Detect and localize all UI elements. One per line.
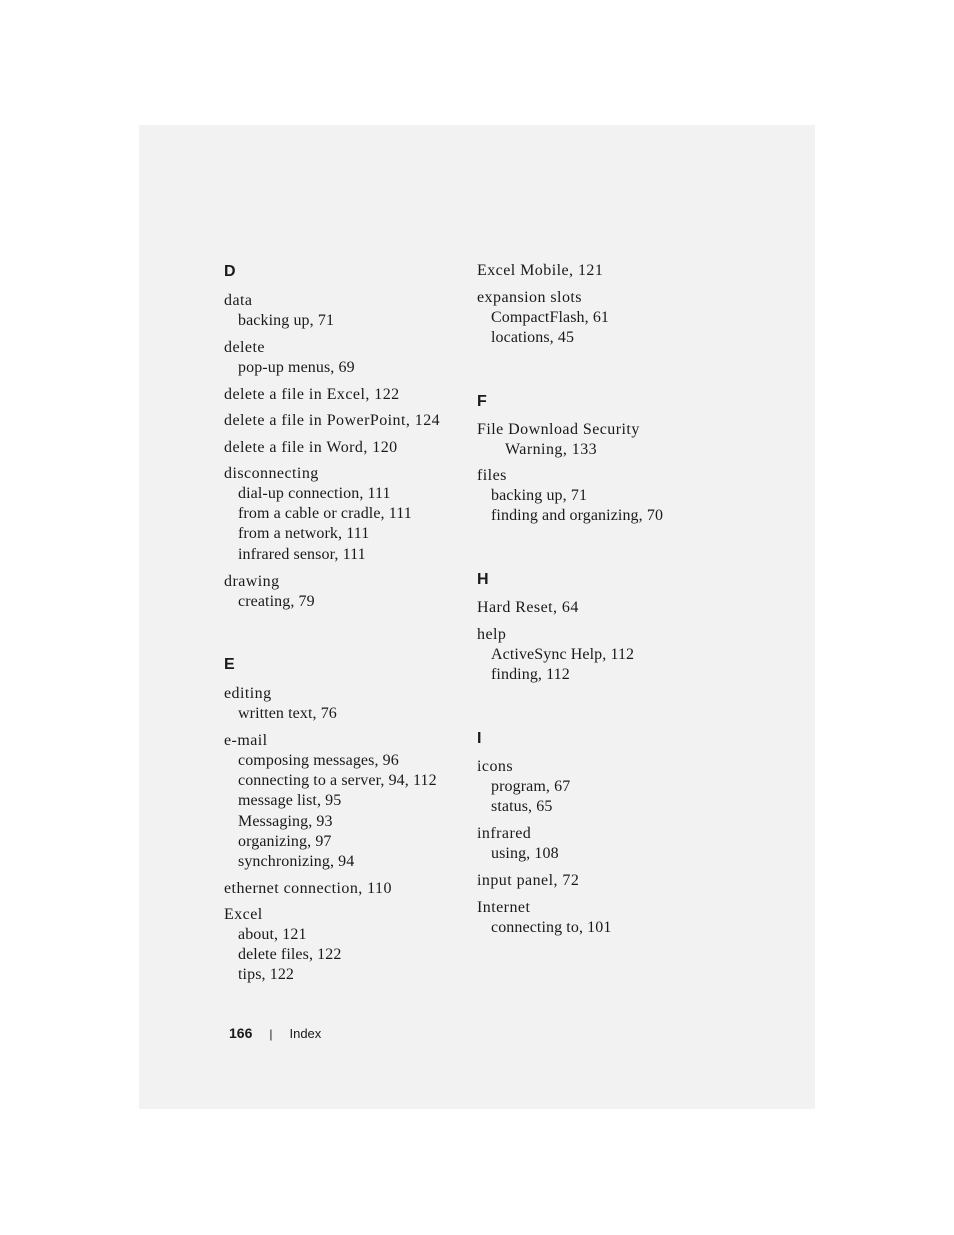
index-subentry: backing up, 71: [238, 312, 335, 329]
index-entry-icons: [477, 757, 570, 817]
index-subentry: organizing, 97: [238, 832, 332, 850]
index-subentry: connecting to, 101: [491, 919, 612, 936]
index-entry-files: [477, 466, 663, 526]
index-main-term: Internet: [477, 899, 531, 916]
index-subentry: program, 67: [491, 778, 571, 795]
index-subentry: using, 108: [491, 845, 559, 862]
index-entry-input-panel: [477, 871, 579, 891]
page-footer: [229, 1023, 321, 1044]
index-continuation: Warning, 133: [505, 441, 598, 458]
index-main-term: delete a file in Word, 120: [224, 439, 398, 456]
index-main-term: data: [224, 292, 253, 309]
section-letter-h: H: [477, 571, 489, 588]
footer-separator: |: [269, 1027, 273, 1041]
index-main-term: editing: [224, 685, 272, 702]
section-letter-i: I: [477, 730, 482, 747]
index-entry-hard-reset: [477, 598, 579, 618]
footer-section-title: Index: [289, 1026, 322, 1041]
index-subentry: from a network, 111: [238, 525, 370, 543]
index-main-term: delete a file in PowerPoint, 124: [224, 412, 441, 429]
index-entry-excel: [224, 905, 341, 986]
index-subentry: pop-up menus, 69: [238, 359, 355, 376]
index-subentry: connecting to a server, 94, 112: [238, 772, 437, 790]
section-letter-d: D: [224, 263, 236, 280]
page-number: 166: [229, 1025, 253, 1041]
index-subentry: synchronizing, 94: [238, 853, 355, 871]
index-entry-delete-powerpoint: [224, 411, 440, 431]
index-entry-delete-excel: [224, 385, 400, 405]
index-subentry: infrared sensor, 111: [238, 545, 366, 563]
index-page: [139, 125, 815, 1109]
index-subentry: ActiveSync Help, 112: [491, 646, 635, 663]
index-subentry: dial-up connection, 111: [238, 485, 391, 502]
index-subentry: finding and organizing, 70: [491, 507, 664, 525]
index-entry-internet: [477, 898, 611, 938]
index-entry-expansion-slots: [477, 288, 609, 348]
index-main-term: Excel Mobile, 121: [477, 262, 604, 279]
index-main-term: File Download Security: [477, 421, 640, 438]
index-entry-delete: [224, 338, 355, 378]
index-subentry: locations, 45: [491, 329, 575, 347]
index-main-term: Excel: [224, 906, 263, 923]
index-entry-email: [224, 731, 437, 872]
index-subentry: from a cable or cradle, 111: [238, 505, 412, 523]
index-entry-help: [477, 625, 634, 685]
index-main-term: icons: [477, 758, 514, 775]
index-main-term: help: [477, 626, 507, 643]
index-entry-disconnecting: [224, 464, 412, 565]
index-subentry: backing up, 71: [491, 487, 588, 504]
index-entry-editing: [224, 684, 337, 724]
index-main-term: infrared: [477, 825, 532, 842]
index-main-term: files: [477, 467, 507, 484]
index-main-term: disconnecting: [224, 465, 319, 482]
index-entry-excel-mobile: [477, 261, 603, 281]
index-entry-file-download: [477, 420, 640, 459]
index-entry-data: [224, 291, 334, 331]
index-main-term: e-mail: [224, 732, 268, 749]
index-subentry: message list, 95: [238, 792, 342, 810]
index-subentry: delete files, 122: [238, 946, 342, 964]
section-letter-f: F: [477, 393, 487, 410]
index-main-term: delete: [224, 339, 265, 356]
section-letter-e: E: [224, 656, 235, 673]
index-main-term: Hard Reset, 64: [477, 599, 579, 616]
index-subentry: status, 65: [491, 798, 553, 816]
index-subentry: about, 121: [238, 926, 307, 943]
index-main-term: expansion slots: [477, 289, 582, 306]
index-subentry: CompactFlash, 61: [491, 309, 610, 326]
index-subentry: creating, 79: [238, 593, 315, 610]
index-entry-ethernet: [224, 879, 392, 899]
index-subentry: composing messages, 96: [238, 752, 399, 769]
index-main-term: delete a file in Excel, 122: [224, 386, 400, 403]
index-subentry: tips, 122: [238, 966, 295, 984]
index-subentry: Messaging, 93: [238, 812, 333, 830]
index-main-term: drawing: [224, 573, 280, 590]
index-main-term: input panel, 72: [477, 872, 580, 889]
index-entry-delete-word: [224, 438, 398, 458]
index-subentry: written text, 76: [238, 705, 337, 722]
index-main-term: ethernet connection, 110: [224, 880, 392, 897]
index-entry-drawing: [224, 572, 315, 612]
index-subentry: finding, 112: [491, 666, 570, 684]
index-entry-infrared: [477, 824, 559, 864]
